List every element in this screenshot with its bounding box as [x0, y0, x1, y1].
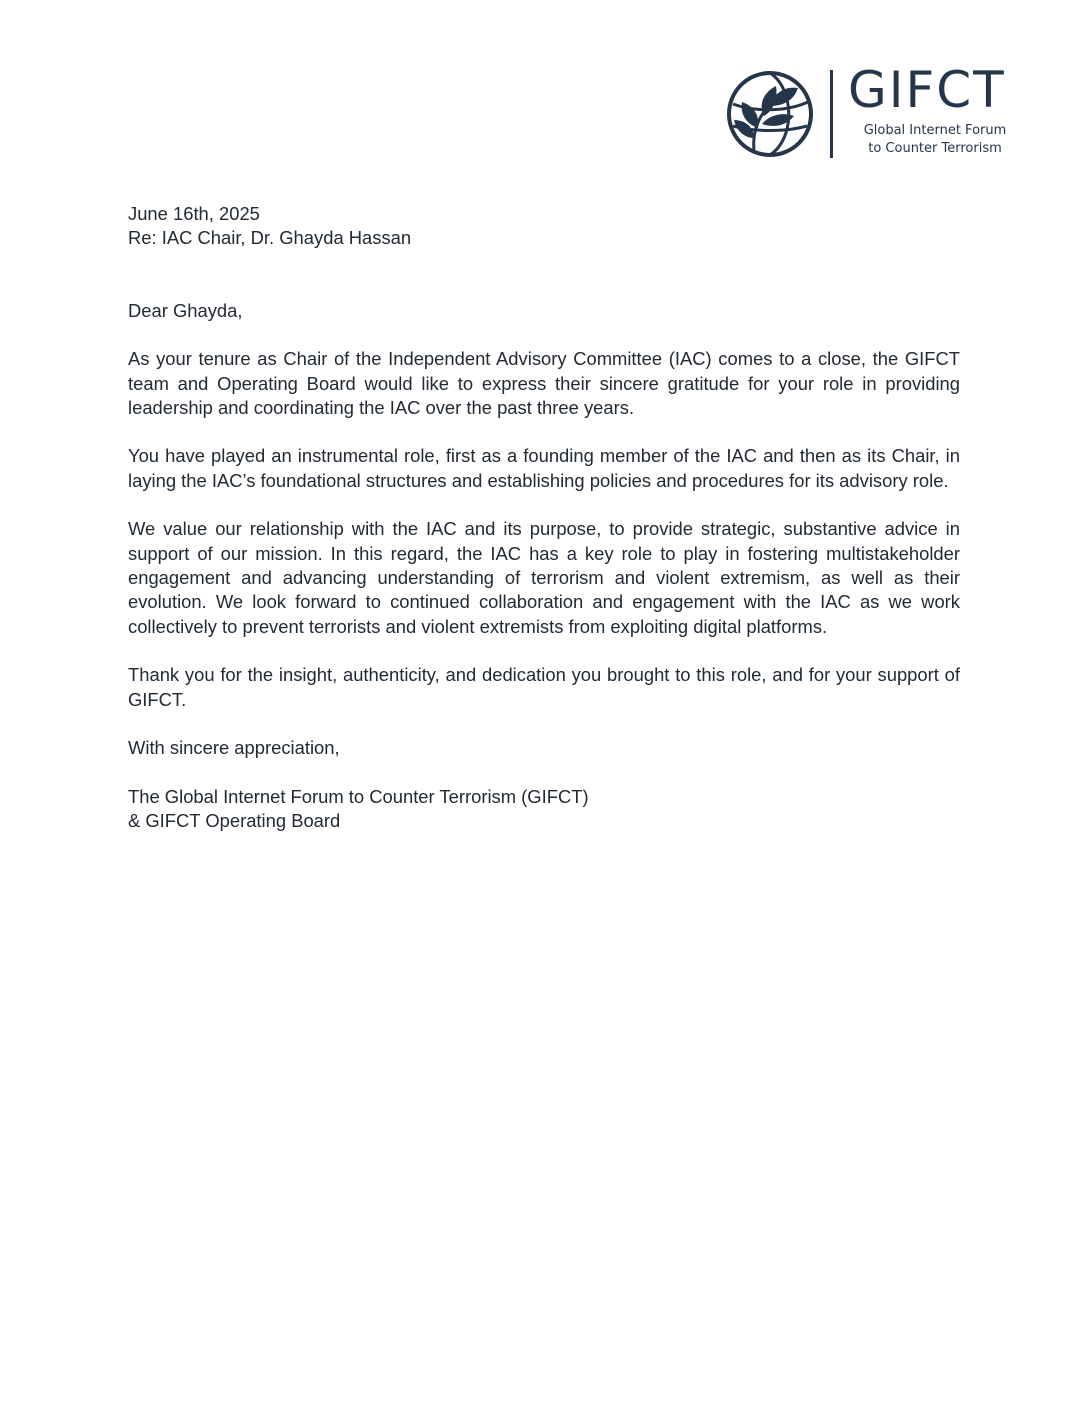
letter-date: June 16th, 2025 — [128, 203, 260, 224]
globe-leaf-icon — [724, 68, 816, 160]
letter-paragraph: We value our relationship with the IAC and its purpose, to provide strategic, substantive advice in support of our mission. In this regard, the IAC has a key role to play in fostering multistakeholder engagement and advancing understanding of terrorism and violent extremism, as well as their evolution. We look forward to continued collaboration and engagement with the IAC as we work collectively to prevent terrorists and violent extremists from exploiting digital platforms. — [128, 518, 960, 637]
logo-tagline-line2: to Counter Terrorism — [868, 141, 1002, 156]
letter-signature-line1: The Global Internet Forum to Counter Terrorism (GIFCT) — [128, 785, 589, 807]
letter-paragraph: Thank you for the insight, authenticity, and dedication you brought to this role, and for your support of GIFCT. — [128, 664, 960, 710]
logo-tagline — [850, 122, 1020, 158]
letter-closing: With sincere appreciation, — [128, 737, 340, 759]
logo-divider — [830, 70, 833, 158]
letter-subject: Re: IAC Chair, Dr. Ghayda Hassan — [128, 227, 412, 249]
letter-paragraph: As your tenure as Chair of the Independent Advisory Committee (IAC) comes to a close, the GIFCT team and Operating Board would like to express their sincere gratitude for your role in providing leadership and coordinating the IAC over the past three years. — [128, 348, 960, 419]
logo-tagline-line1: Global Internet Forum — [863, 123, 1007, 138]
letter-body — [128, 202, 960, 833]
letter-signature-line2: & GIFCT Operating Board — [128, 809, 341, 831]
letter-paragraph: You have played an instrumental role, first as a founding member of the IAC and then as its Chair, in laying the IAC’s foundational structures and establishing policies and procedures for its advisory role. — [128, 445, 960, 491]
gifct-logo — [724, 61, 1024, 162]
logo-title: GIFCT — [848, 61, 1006, 119]
letter-salutation: Dear Ghayda, — [128, 299, 243, 321]
